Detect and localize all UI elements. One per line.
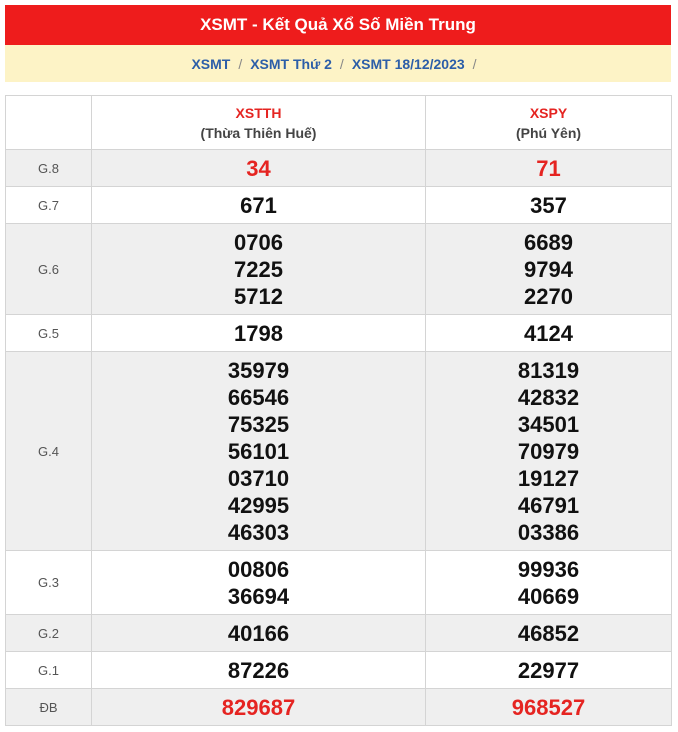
breadcrumb-link-weekday[interactable]: XSMT Thứ 2 <box>250 55 332 72</box>
prize-number: 00806 <box>227 556 290 582</box>
prize-number: 22977 <box>517 657 580 683</box>
prize-number: 71 <box>536 155 561 181</box>
prize-number: 03710 <box>227 465 290 491</box>
prize-label: G.6 <box>6 224 92 315</box>
prize-cell <box>92 689 426 726</box>
prize-cell <box>92 224 426 315</box>
prize-cell <box>92 551 426 615</box>
prize-number: 03386 <box>517 519 580 545</box>
prize-number: 5712 <box>234 283 283 309</box>
prize-number: 0706 <box>234 229 283 255</box>
prize-label: G.7 <box>6 187 92 224</box>
breadcrumb-separator: / <box>238 55 243 72</box>
prize-row-g5 <box>6 315 672 352</box>
prize-number: 34 <box>246 155 271 181</box>
prize-cell <box>92 352 426 551</box>
prize-number: 19127 <box>517 465 580 491</box>
prize-number: 2270 <box>524 283 573 309</box>
province-code-link[interactable]: XSPY <box>529 104 568 121</box>
prize-number: 34501 <box>517 411 580 437</box>
prize-number: 46303 <box>227 519 290 545</box>
prize-number: 56101 <box>227 438 290 464</box>
results-table <box>5 95 672 726</box>
prize-row-g3 <box>6 551 672 615</box>
prize-label: G.5 <box>6 315 92 352</box>
prize-number: 87226 <box>227 657 290 683</box>
province-header-a <box>92 96 426 150</box>
special-prize-number: 968527 <box>511 694 586 720</box>
prize-row-g6 <box>6 224 672 315</box>
prize-row-g7 <box>6 187 672 224</box>
page-header <box>5 5 671 45</box>
breadcrumb <box>5 45 671 82</box>
page-title: XSMT - Kết Quả Xổ Số Miền Trung <box>200 15 476 34</box>
corner-cell <box>6 96 92 150</box>
prize-number: 9794 <box>524 256 573 282</box>
prize-cell <box>426 315 672 352</box>
prize-cell <box>92 315 426 352</box>
prize-number: 70979 <box>517 438 580 464</box>
prize-number: 671 <box>240 192 277 218</box>
prize-number: 99936 <box>517 556 580 582</box>
prize-number: 42832 <box>517 384 580 410</box>
prize-label: G.3 <box>6 551 92 615</box>
prize-cell <box>92 652 426 689</box>
prize-cell <box>426 352 672 551</box>
prize-number: 1798 <box>234 320 283 346</box>
prize-cell <box>426 551 672 615</box>
prize-number: 46791 <box>517 492 580 518</box>
prize-label: G.1 <box>6 652 92 689</box>
prize-number: 6689 <box>524 229 573 255</box>
prize-cell <box>426 615 672 652</box>
prize-number: 81319 <box>517 357 580 383</box>
prize-number: 40166 <box>227 620 290 646</box>
prize-number: 357 <box>530 192 567 218</box>
prize-row-g4 <box>6 352 672 551</box>
breadcrumb-link-xsmt[interactable]: XSMT <box>191 55 231 72</box>
prize-number: 36694 <box>227 583 290 609</box>
prize-row-special <box>6 689 672 726</box>
breadcrumb-separator: / <box>472 55 477 72</box>
prize-label: ĐB <box>6 689 92 726</box>
prize-cell <box>426 187 672 224</box>
prize-number: 35979 <box>227 357 290 383</box>
province-name: (Thừa Thiên Huế) <box>200 124 317 141</box>
prize-cell <box>92 150 426 187</box>
prize-cell <box>426 689 672 726</box>
breadcrumb-separator: / <box>339 55 344 72</box>
prize-number: 7225 <box>234 256 283 282</box>
province-name: (Phú Yên) <box>515 124 582 141</box>
table-header-row <box>6 96 672 150</box>
prize-number: 46852 <box>517 620 580 646</box>
prize-row-g2 <box>6 615 672 652</box>
prize-number: 42995 <box>227 492 290 518</box>
prize-label: G.8 <box>6 150 92 187</box>
province-code-link[interactable]: XSTTH <box>235 104 282 121</box>
prize-row-g1 <box>6 652 672 689</box>
province-header-b <box>426 96 672 150</box>
prize-label: G.2 <box>6 615 92 652</box>
prize-number: 66546 <box>227 384 290 410</box>
special-prize-number: 829687 <box>221 694 296 720</box>
prize-cell <box>426 652 672 689</box>
prize-cell <box>426 224 672 315</box>
prize-cell <box>92 615 426 652</box>
prize-number: 40669 <box>517 583 580 609</box>
prize-cell <box>92 187 426 224</box>
prize-row-g8 <box>6 150 672 187</box>
prize-number: 4124 <box>524 320 573 346</box>
prize-label: G.4 <box>6 352 92 551</box>
breadcrumb-link-date[interactable]: XSMT 18/12/2023 <box>351 55 465 72</box>
prize-number: 75325 <box>227 411 290 437</box>
prize-cell <box>426 150 672 187</box>
